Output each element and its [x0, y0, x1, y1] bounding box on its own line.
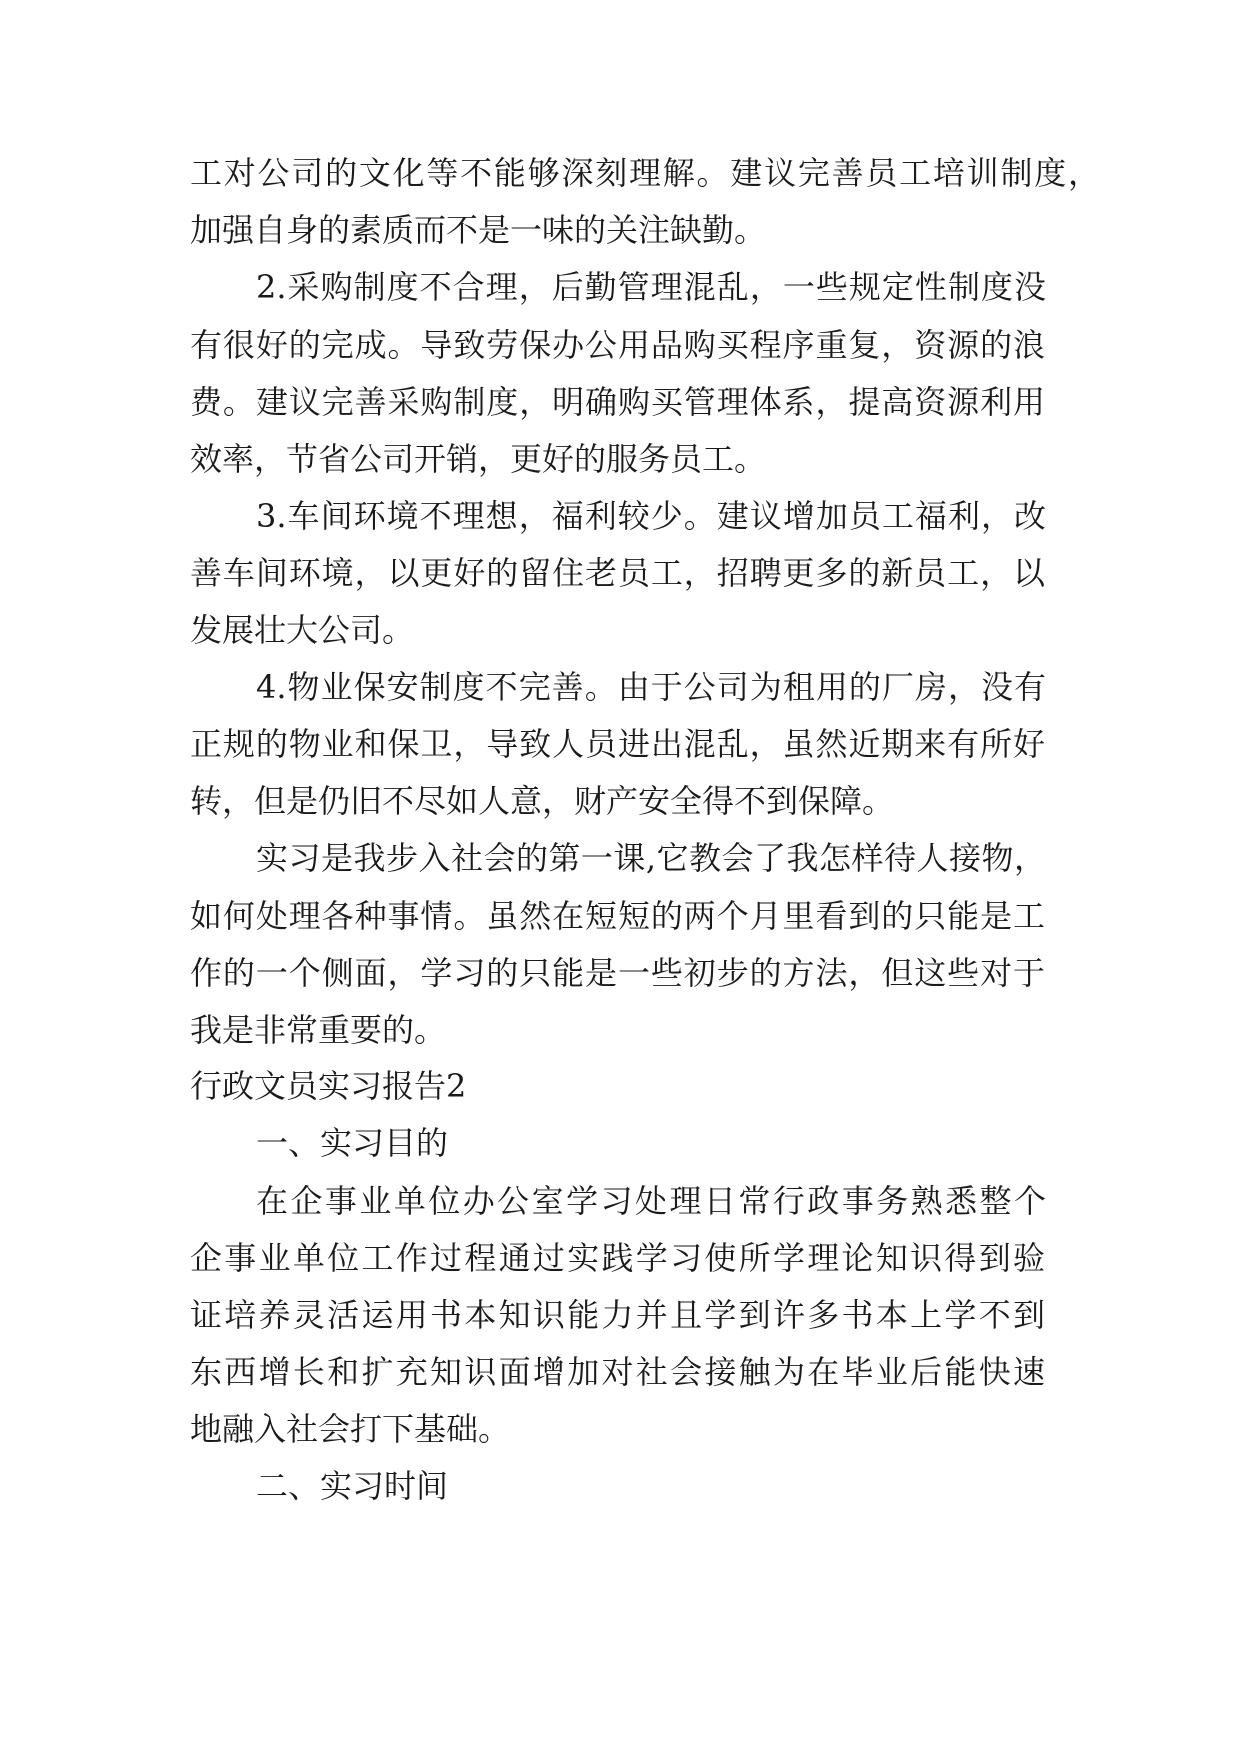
paragraph-line: 证培养灵活运用书本知识能力并且学到许多书本上学不到	[190, 1296, 1045, 1334]
list-item-line: 转，但是仍旧不尽如人意，财产安全得不到保障。	[190, 782, 895, 820]
list-item-line: 善车间环境，以更好的留住老员工，招聘更多的新员工，以	[190, 554, 1045, 592]
paragraph-line: 如何处理各种事情。虽然在短短的两个月里看到的只能是工	[190, 897, 1045, 935]
list-item-line: 费。建议完善采购制度，明确购买管理体系，提高资源利用	[190, 383, 1045, 421]
list-item-line: 效率，节省公司开销，更好的服务员工。	[190, 440, 767, 478]
paragraph-line: 地融入社会打下基础。	[190, 1410, 511, 1448]
paragraph-line: 在企事业单位办公室学习处理日常行政事务熟悉整个	[256, 1182, 1046, 1220]
list-item-line: 有很好的完成。导致劳保办公用品购买程序重复，资源的浪	[190, 326, 1045, 364]
paragraph-line: 东西增长和扩充知识面增加对社会接触为在毕业后能快速	[190, 1353, 1045, 1391]
section-title: 行政文员实习报告2	[190, 1067, 467, 1105]
list-item-line: 3.车间环境不理想，福利较少。建议增加员工福利，改	[256, 497, 1046, 535]
subsection-heading: 一、实习目的	[256, 1124, 449, 1162]
paragraph-line: 企事业单位工作过程通过实践学习使所学理论知识得到验	[190, 1239, 1045, 1277]
paragraph-line: 我是非常重要的。	[190, 1011, 447, 1049]
list-item-line: 发展壮大公司。	[190, 611, 415, 649]
paragraph-line: 加强自身的素质而不是一味的关注缺勤。	[190, 211, 767, 249]
paragraph-line: 作的一个侧面，学习的只能是一些初步的方法，但这些对于	[190, 954, 1045, 992]
list-item-line: 2.采购制度不合理，后勤管理混乱，一些规定性制度没	[256, 268, 1046, 306]
subsection-heading: 二、实习时间	[256, 1467, 449, 1505]
paragraph-line: 实习是我步入社会的第一课,它教会了我怎样待人接物，	[256, 839, 1046, 877]
paragraph-line: 工对公司的文化等不能够深刻理解。建议完善员工培训制度，	[190, 154, 1100, 192]
list-item-line: 4.物业保安制度不完善。由于公司为租用的厂房，没有	[256, 668, 1046, 706]
list-item-line: 正规的物业和保卫，导致人员进出混乱，虽然近期来有所好	[190, 725, 1045, 763]
